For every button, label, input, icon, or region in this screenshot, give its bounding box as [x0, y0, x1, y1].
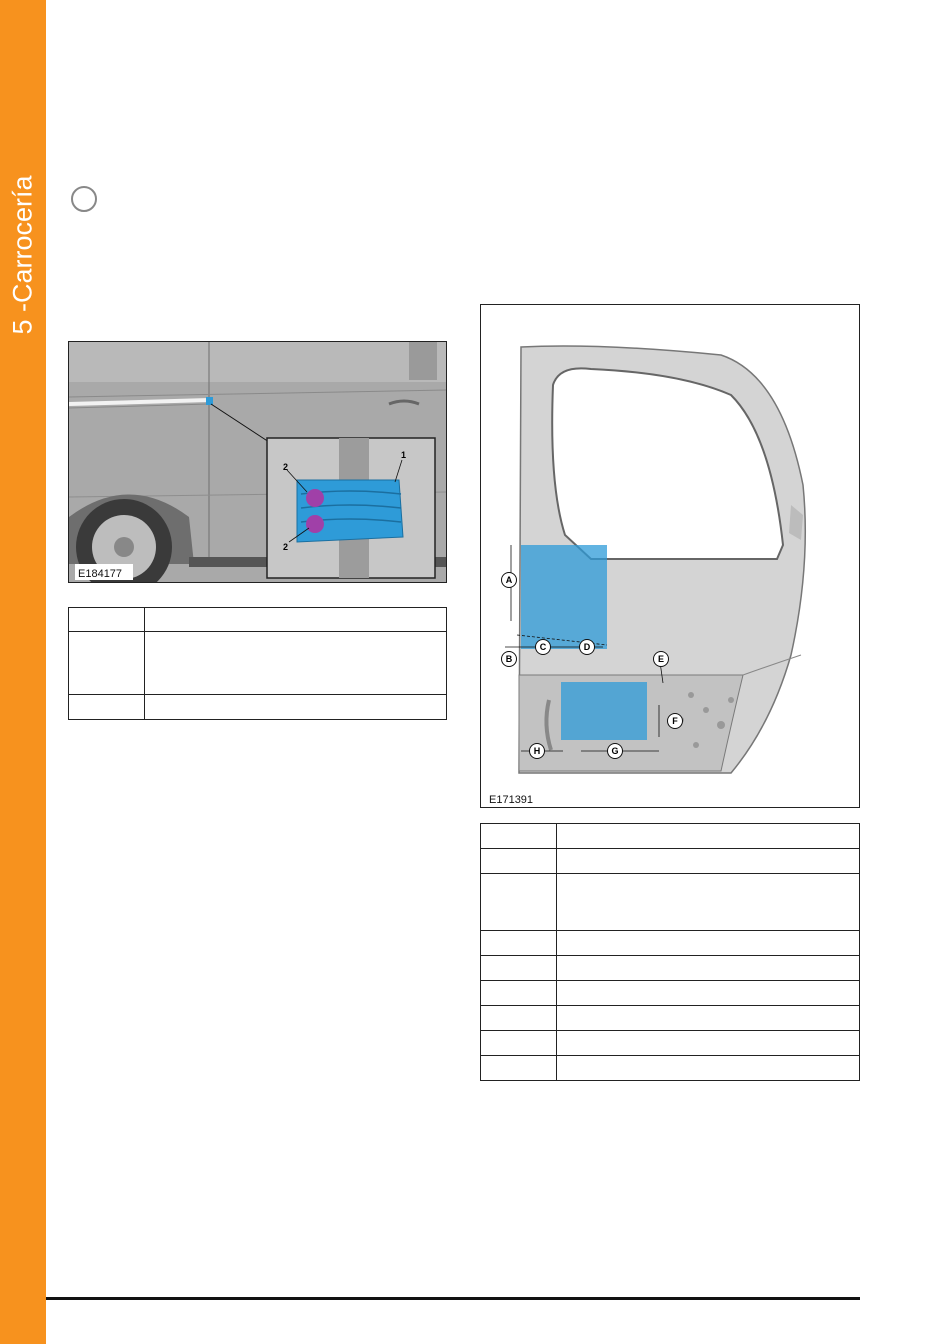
footer-rule: [46, 1297, 860, 1300]
reference-table-right: [480, 823, 860, 1081]
table-row: [481, 956, 860, 981]
table-row: [481, 874, 860, 931]
table-row: [481, 824, 860, 849]
callout-h: H: [533, 746, 541, 756]
callout-1: 1: [401, 450, 407, 460]
figure-code-right: E171391: [489, 794, 534, 806]
figure-code-left: E184177: [78, 568, 123, 580]
table-row: [481, 1056, 860, 1081]
van-side-illustration: [69, 342, 447, 583]
chapter-label: 5 -Carrocería: [7, 175, 38, 335]
table-row: [69, 632, 447, 695]
reference-table-left: [68, 607, 447, 720]
callout-g: G: [611, 746, 619, 756]
bullet-circle-icon: [71, 186, 97, 212]
callout-2-lower: 2: [283, 542, 289, 552]
figure-van-side: [68, 341, 447, 583]
table-row: [481, 1031, 860, 1056]
table-row: [69, 695, 447, 720]
callout-f: F: [672, 716, 678, 726]
callout-e: E: [657, 654, 665, 664]
figure-door-panel: [480, 304, 860, 808]
table-row: [481, 849, 860, 874]
callout-2-upper: 2: [283, 462, 289, 472]
callout-c: C: [539, 642, 547, 652]
callout-a: A: [505, 575, 513, 585]
table-row: [481, 931, 860, 956]
callout-d: D: [583, 642, 591, 652]
callout-b: B: [505, 654, 513, 664]
chapter-sidebar: [0, 0, 46, 1344]
table-row: [481, 1006, 860, 1031]
door-panel-illustration: [481, 305, 860, 808]
table-row: [69, 608, 447, 632]
table-row: [481, 981, 860, 1006]
